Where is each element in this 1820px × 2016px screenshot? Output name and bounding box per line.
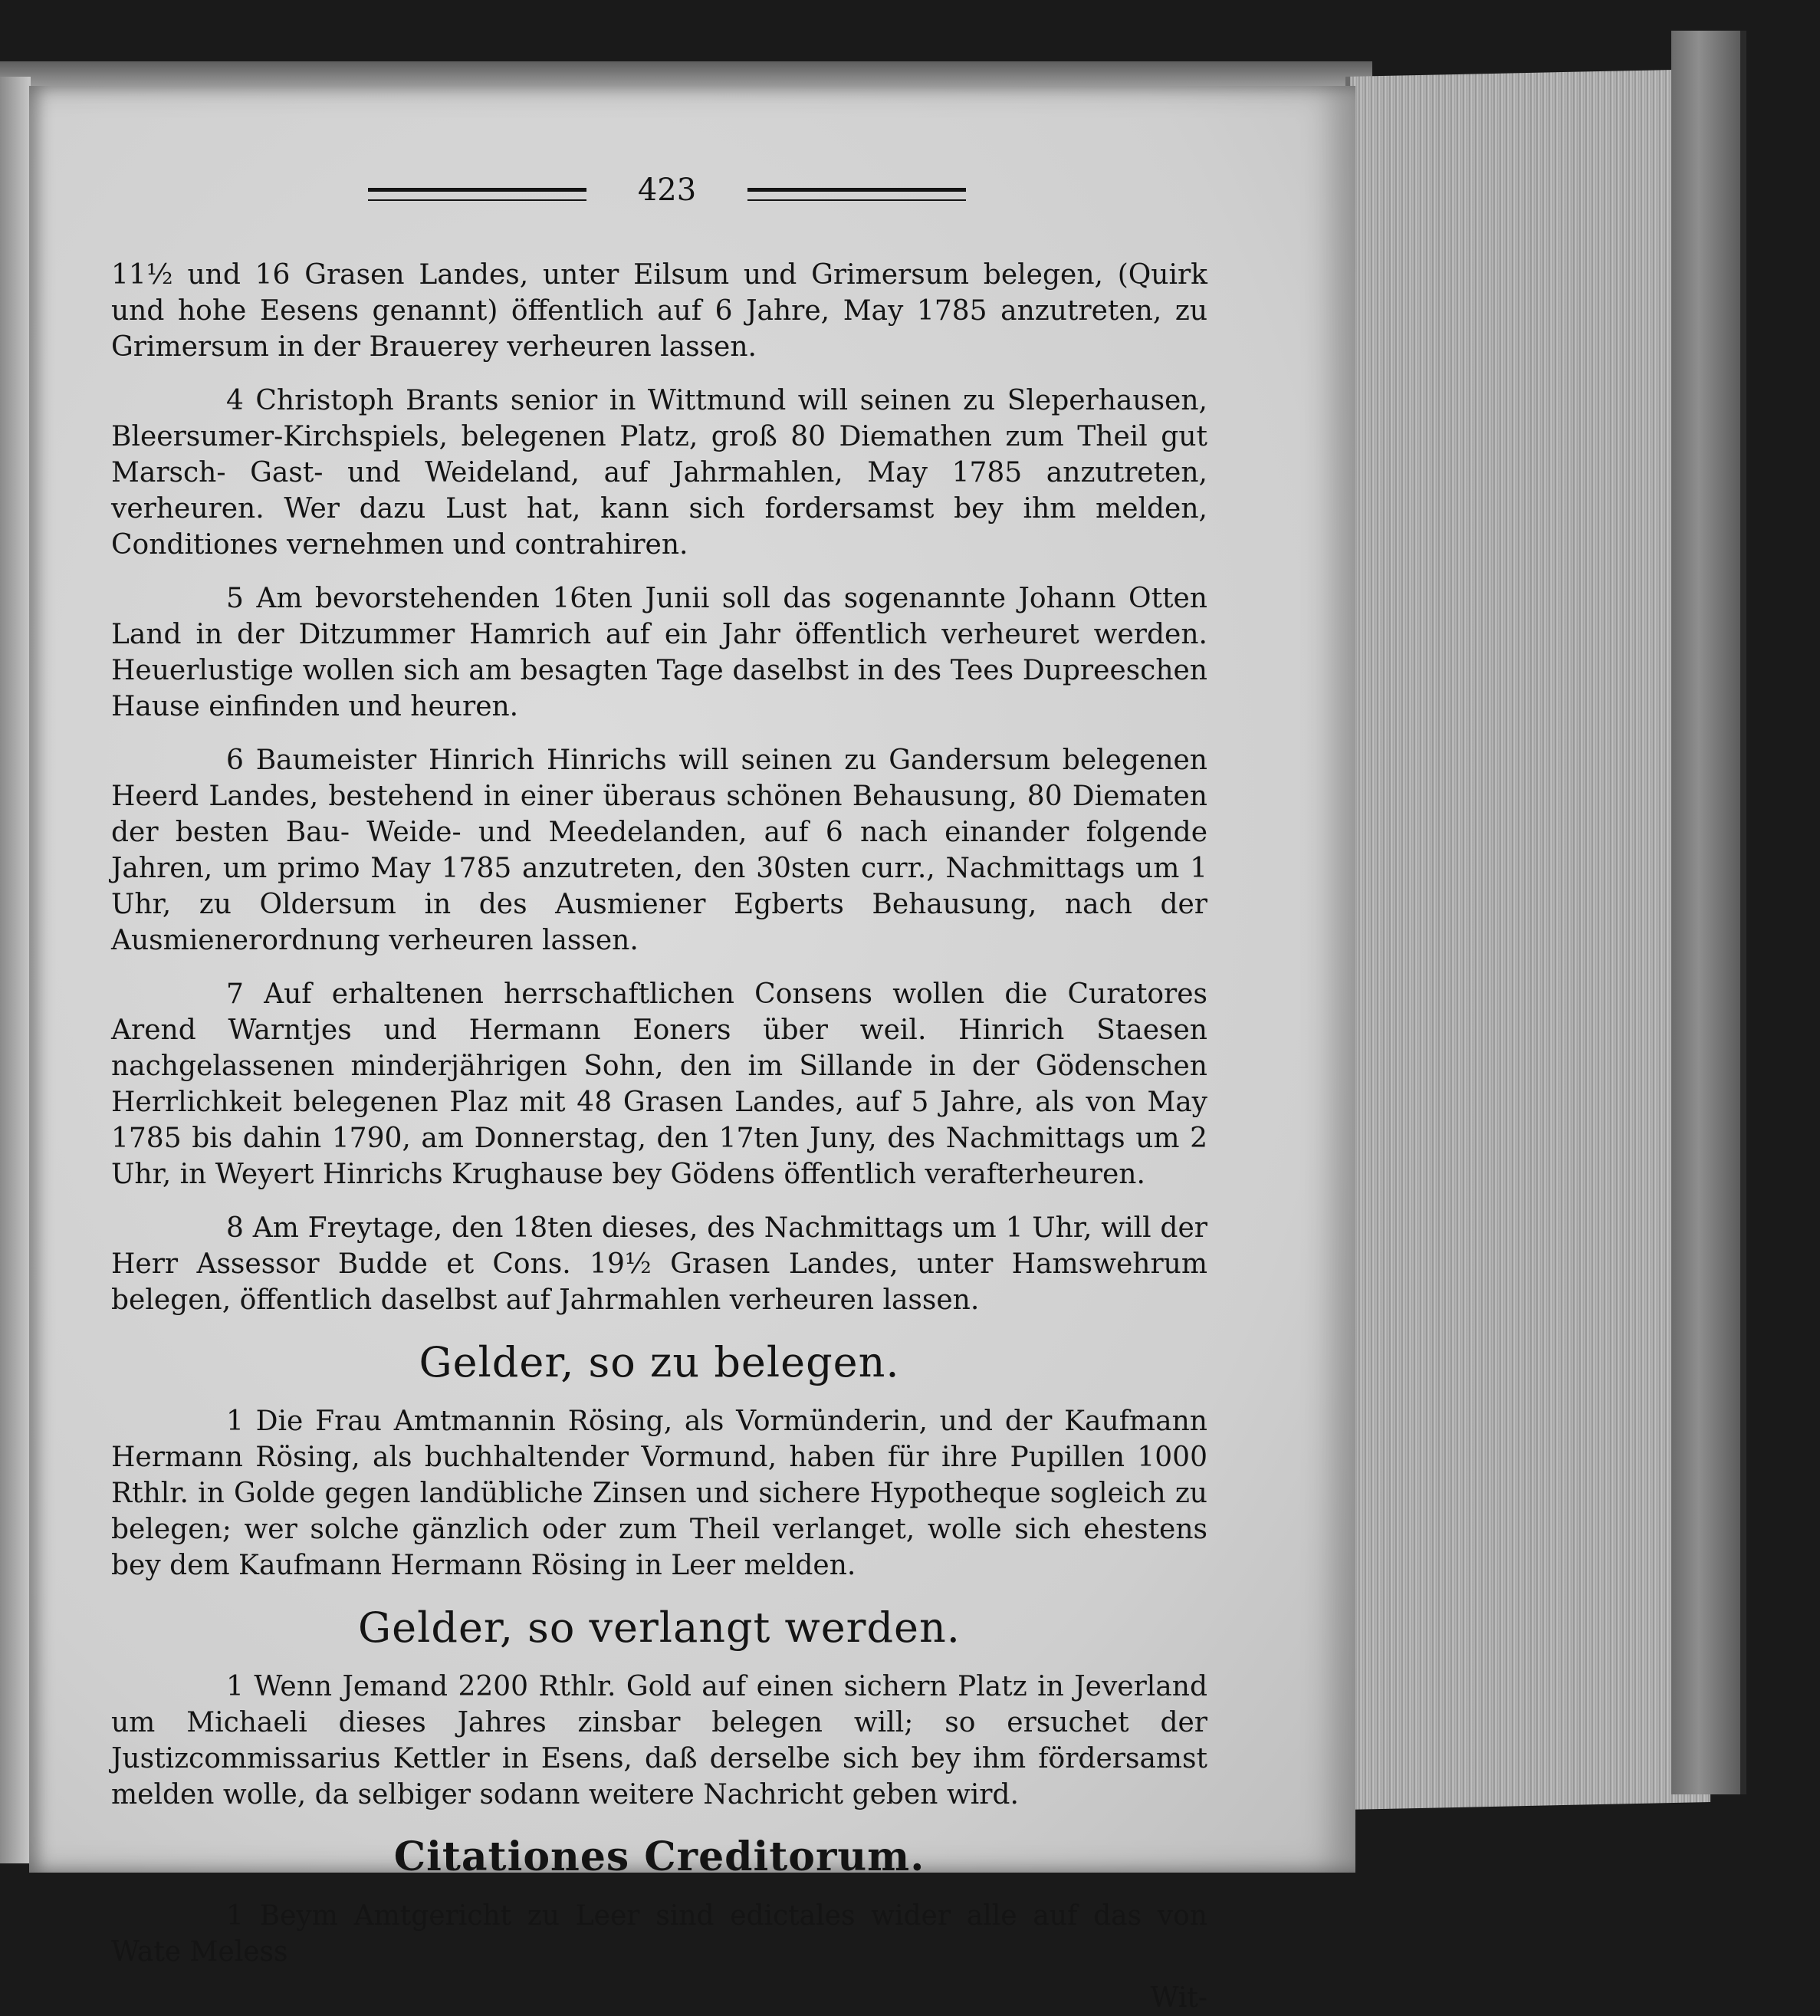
page-block-fore-edge bbox=[1345, 69, 1710, 1810]
section-heading-gelder-verlangt: Gelder, so verlangt werden. bbox=[358, 1603, 961, 1652]
header-rule-right bbox=[747, 188, 966, 201]
paragraph-citationes-1: 1 Beym Amtgericht zu Leer sind edictales wider alle auf das von Wate Meless bbox=[111, 1900, 1207, 1968]
paragraph-continued: 11½ und 16 Grasen Landes, unter Eilsum und Grimersum belegen, (Quirk und hohe Eesens genannt) öffentlich auf 6 Jahre, May 1785 anzutreten, zu Grimersum in der Brauerey verheuren lassen. bbox=[111, 259, 1207, 363]
paragraph-entry-7: 7 Auf erhaltenen herrschaftlichen Consens wollen die Curatores Arend Warntjes und Hermann Eoners über weil. Hinrich Staesen nachgelassenen minderjährigen Sohn, den im Sillande in der Gödenschen Herrlichkeit belegenen Plaz mit 48 Grasen Landes, auf 5 Jahre, als von May 1785 bis dahin 1790, am Donnerstag, den 17ten Juny, des Nachmittags um 2 Uhr, in Weyert Hinrichs Krughause bey Gödens öffentlich verafterheuren. bbox=[111, 978, 1207, 1190]
paragraph-entry-4: 4 Christoph Brants senior in Wittmund will seinen zu Sleperhausen, Bleersumer-Kirchspiels, belegenen Platz, groß 80 Diemathen zum Theil gut Marsch- Gast- und Weideland, auf Jahrmahlen, May 1785 anzutreten, verheuren. Wer dazu Lust hat, kann sich fordersamst bey ihm melden, Conditiones vernehmen und contrahiren. bbox=[111, 385, 1207, 561]
left-page-edge bbox=[0, 77, 31, 1863]
page-body bbox=[111, 257, 1207, 2016]
section-heading-citationes: Citationes Creditorum. bbox=[393, 1833, 925, 1880]
paragraph-belegen-1: 1 Die Frau Amtmannin Rösing, als Vormünderin, und der Kaufmann Hermann Rösing, als buchhaltender Vormund, haben für ihre Pupillen 1000 Rthlr. in Golde gegen landübliche Zinsen und sichere Hypotheque sogleich zu belegen; wer solche gänzlich oder zum Theil verlanget, wolle sich ehestens bey dem Kaufmann Hermann Rösing in Leer melden. bbox=[111, 1406, 1207, 1581]
paragraph-verlangt-1: 1 Wenn Jemand 2200 Rthlr. Gold auf einen sichern Platz in Jeverland um Michaeli dieses Jahres zinsbar belegen will; so ersuchet der Justizcommissarius Kettler in Esens, daß derselbe sich bey ihm fördersamst melden wolle, da selbiger sodann weitere Nachricht geben wird. bbox=[111, 1671, 1207, 1810]
book-cover-edge bbox=[1671, 31, 1746, 1794]
header-rule-left bbox=[368, 188, 586, 201]
catchword: Wit- bbox=[1150, 1982, 1207, 2014]
paragraph-entry-8: 8 Am Freytage, den 18ten dieses, des Nachmittags um 1 Uhr, will der Herr Assessor Budde et Cons. 19½ Grasen Landes, unter Hamswehrum belegen, öffentlich daselbst auf Jahrmahlen verheuren lassen. bbox=[111, 1212, 1207, 1316]
paragraph-entry-5: 5 Am bevorstehenden 16ten Junii soll das sogenannte Johann Otten Land in der Ditzummer Hamrich auf ein Jahr öffentlich verheuret werden. Heuerlustige wollen sich am besagten Tage daselbst in des Tees Dupreeschen Hause einfinden und heuren. bbox=[111, 583, 1207, 722]
section-heading-gelder-zu-belegen: Gelder, so zu belegen. bbox=[419, 1338, 900, 1386]
page-header bbox=[368, 173, 966, 219]
paragraph-entry-6: 6 Baumeister Hinrich Hinrichs will seinen zu Gandersum belegenen Heerd Landes, bestehend in einer überaus schönen Behausung, 80 Diematen der besten Bau- Weide- und Meedelanden, auf 6 nach einander folgende Jahren, um primo May 1785 anzutreten, den 30sten curr., Nachmittags um 1 Uhr, zu Oldersum in des Ausmiener Egberts Behausung, nach der Ausmienerordnung verheuren lassen. bbox=[111, 745, 1207, 956]
page-number: 423 bbox=[637, 173, 697, 208]
